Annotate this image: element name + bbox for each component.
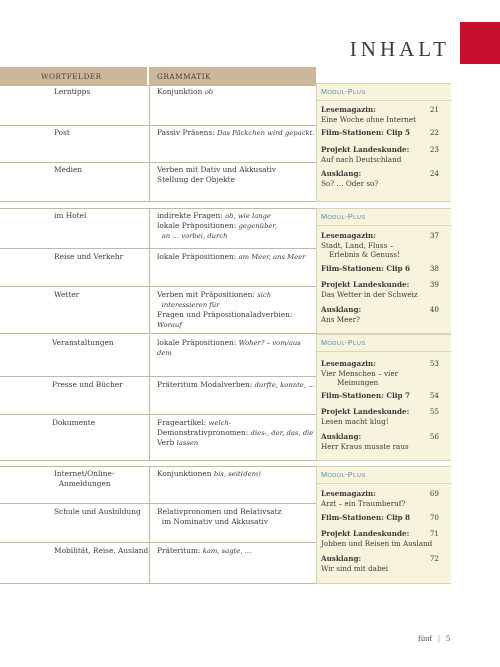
modul-plus-heading: MODUL-PLUS	[321, 338, 366, 347]
wortfeld-cell: Reise und Verkehr	[54, 252, 124, 261]
table-row	[0, 542, 316, 584]
modul-plus-entry: Ausklang: 56 Herr Kraus musste raus	[321, 432, 439, 451]
modul-plus-entry: Film-Stationen: Clip 5 22	[321, 128, 439, 137]
modul-plus-box-3	[316, 334, 451, 461]
grammatik-cell: indirekte Fragen: ob, wie lange lokale Präpositionen: gegenüber, an … vorbei, durch	[157, 211, 278, 240]
grammatik-cell: Präteritum: kam, sagte, …	[157, 546, 252, 555]
modul-plus-entry: Film-Stationen: Clip 7 54	[321, 391, 439, 400]
wortfeld-cell: Veranstaltungen	[52, 338, 114, 347]
chapter-tab-marker	[460, 22, 500, 64]
modul-plus-entry: Lesemagazin: 21 Eine Woche ohne Internet	[321, 105, 439, 124]
wortfeld-cell: Mobilität, Reise, Ausland	[54, 546, 149, 555]
modul-plus-entry: Projekt Landeskunde: 23 Auf nach Deutschland	[321, 145, 439, 164]
wortfeld-cell: im Hotel	[54, 211, 87, 220]
grammatik-cell: lokale Präpositionen: am Meer, ans Meer	[157, 252, 306, 261]
modul-plus-entry: Projekt Landeskunde: 55 Lesen macht klug!	[321, 407, 439, 426]
wortfeld-cell: Post	[54, 128, 70, 137]
grammatik-cell: Frageartikel: welch- Demonstrativpronomen: dies-, der, das, die Verb lassen	[157, 418, 314, 447]
grammatik-cell: Passiv Präsens: Das Päckchen wird gepackt.	[157, 128, 315, 137]
modul-plus-entry: Lesemagazin: 53 Vier Menschen – vier Meinungen	[321, 359, 439, 388]
column-header-wortfelder: WORTFELDER	[0, 67, 148, 85]
wortfeld-cell: Presse und Bücher	[52, 380, 123, 389]
modul-plus-entry: Projekt Landeskunde: 39 Das Wetter in der Schweiz	[321, 280, 439, 299]
table-row	[0, 286, 316, 334]
modul-plus-box-4	[316, 466, 451, 584]
grammatik-cell: Verben mit Dativ und Akkusativ Stellung der Objekte	[157, 165, 277, 184]
footer-separator: |	[438, 633, 440, 643]
table-row	[0, 503, 316, 543]
page-number-word: fünf	[418, 633, 433, 643]
modul-plus-entry: Lesemagazin: 69 Arzt – ein Traumberuf?	[321, 489, 439, 508]
column-header-grammatik: GRAMMATIK	[149, 67, 316, 85]
modul-plus-entry: Film-Stationen: Clip 6 38	[321, 264, 439, 273]
modul-plus-entry: Ausklang: 72 Wir sind mit dabei	[321, 554, 439, 573]
modul-plus-entry: Projekt Landeskunde: 71 Jobben und Reisen im Ausland	[321, 529, 439, 548]
modul-plus-heading: MODUL-PLUS	[321, 87, 366, 96]
table-row	[0, 162, 316, 202]
wortfeld-cell: Wetter	[54, 290, 80, 299]
page-number: 5	[445, 633, 451, 643]
grammatik-cell: Konjunktionen bis, seit(dem)	[157, 469, 261, 478]
table-row	[0, 248, 316, 288]
table-row	[0, 125, 316, 165]
grammatik-cell: Relativpronomen und Relativsatz im Nominativ und Akkusativ	[157, 507, 282, 526]
page-footer	[418, 633, 450, 643]
page-title: INHALT	[349, 37, 450, 61]
modul-plus-entry: Lesemagazin: 37 Stadt, Land, Fluss – Erlebnis & Genuss!	[321, 231, 439, 260]
table-row	[0, 376, 316, 416]
modul-plus-heading: MODUL-PLUS	[321, 470, 366, 479]
modul-plus-entry: Film-Stationen: Clip 8 70	[321, 513, 439, 522]
wortfeld-cell: Dokumente	[52, 418, 96, 427]
wortfeld-cell: Schule und Ausbildung	[54, 507, 141, 516]
modul-plus-box-2	[316, 208, 451, 334]
table-row	[0, 414, 316, 461]
modul-plus-entry: Ausklang: 24 So? … Oder so?	[321, 169, 439, 188]
modul-plus-box-1	[316, 83, 451, 202]
grammatik-cell: Verben mit Präpositionen: sich interessieren für Fragen und Präpositionaladverbien: Worauf	[157, 290, 293, 329]
wortfeld-cell: Internet/Online- Anmeldungen	[54, 469, 115, 488]
wortfeld-cell: Lerntipps	[54, 87, 91, 96]
grammatik-cell: Konjunktion ob	[157, 87, 214, 96]
wortfeld-cell: Medien	[54, 165, 83, 174]
modul-plus-heading: MODUL-PLUS	[321, 212, 366, 221]
modul-plus-entry: Ausklang: 40 Ans Meer?	[321, 305, 439, 324]
grammatik-cell: Präteritum Modalverben: durfte, konnte, …	[157, 380, 315, 389]
grammatik-cell: lokale Präpositionen: Woher? – vom/aus dem	[157, 338, 301, 357]
